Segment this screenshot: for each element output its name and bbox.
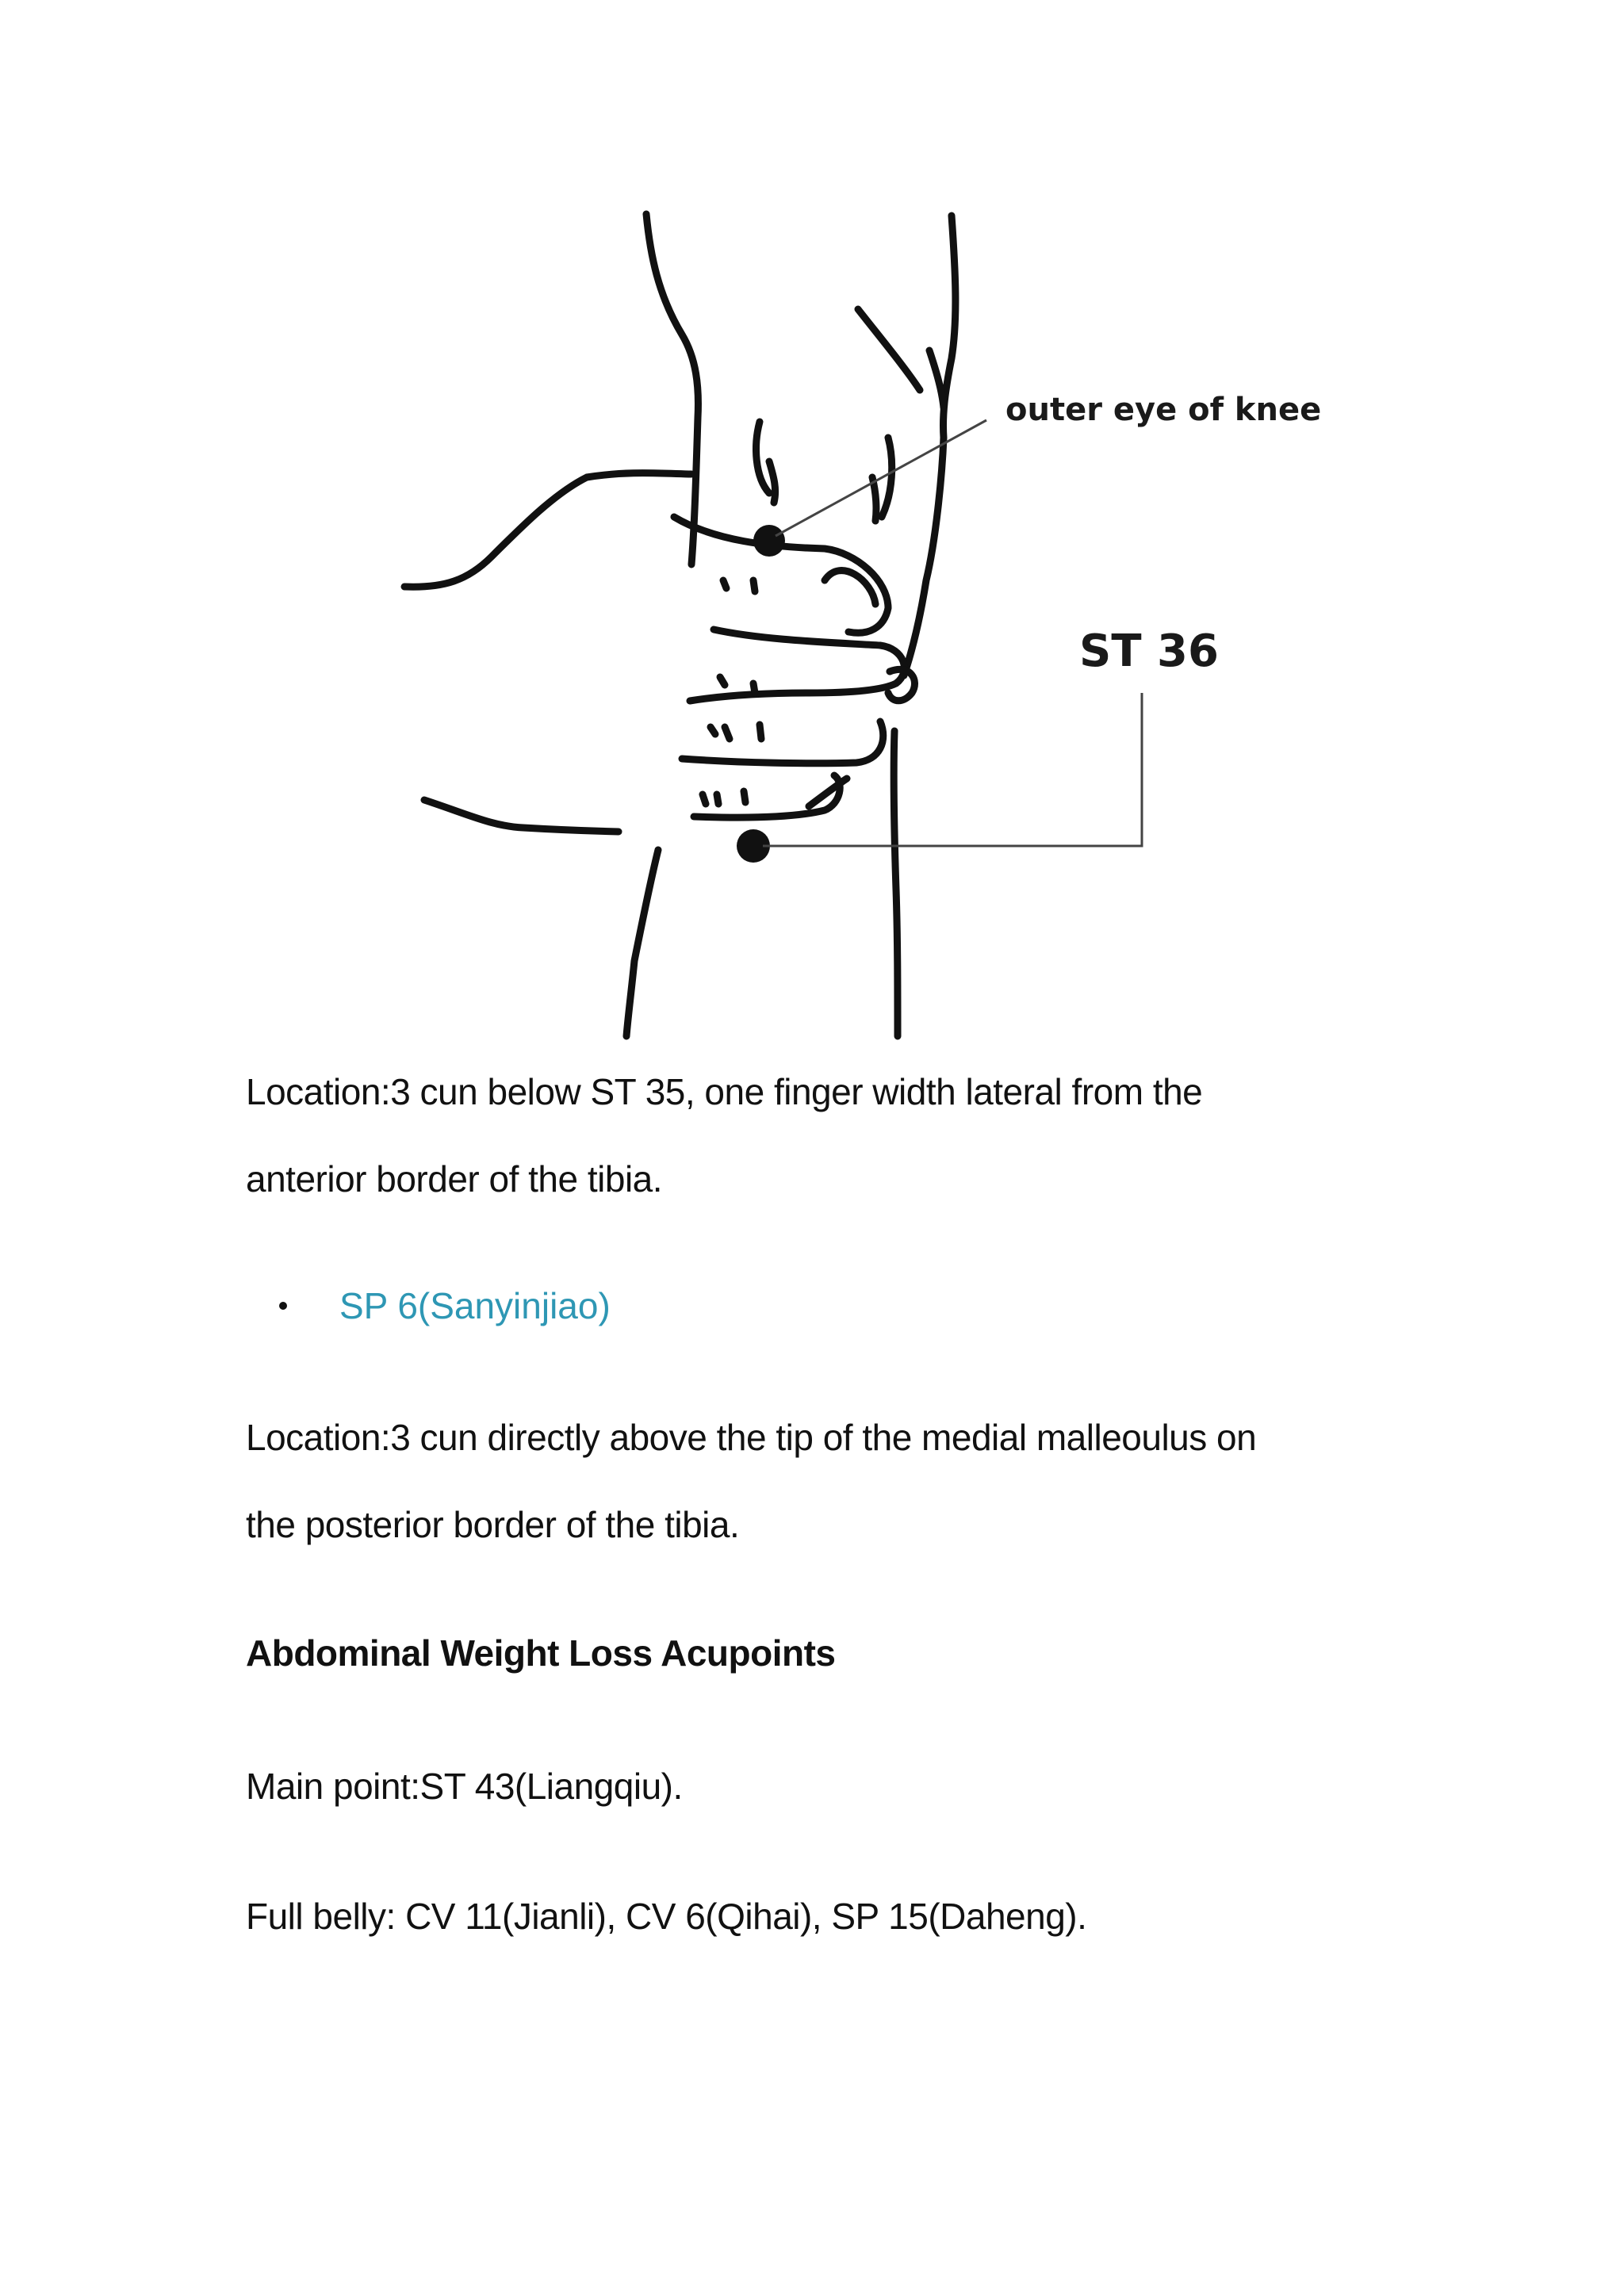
st36-location-line-2: anterior border of the tibia. bbox=[246, 1158, 663, 1200]
label-outer-eye-of-knee: outer eye of knee bbox=[1005, 392, 1322, 428]
shin-right bbox=[894, 731, 898, 1036]
sp6-link[interactable]: SP 6(Sanyinjiao) bbox=[339, 1285, 611, 1326]
knuckle-mark-4 bbox=[753, 683, 755, 693]
sp6-location-line-2: the posterior border of the tibia. bbox=[246, 1504, 740, 1545]
shin-left bbox=[626, 850, 658, 1036]
section-heading-abdominal: Abdominal Weight Loss Acupoints bbox=[246, 1632, 836, 1674]
arm-upper bbox=[404, 473, 691, 587]
st36-location-line-1: Location:3 cun below ST 35, one finger width lateral from the bbox=[246, 1071, 1203, 1112]
sp6-location-line-1: Location:3 cun directly above the tip of the medial malleoulus on bbox=[246, 1417, 1257, 1458]
finger-middle bbox=[690, 629, 904, 701]
thigh-left-contour bbox=[646, 214, 698, 564]
knee-acupoint-illustration bbox=[396, 208, 1348, 1040]
bullet-dot bbox=[279, 1302, 287, 1310]
knuckle-mark-3 bbox=[720, 677, 725, 685]
main-point-text: Main point:ST 43(Liangqiu). bbox=[246, 1766, 683, 1807]
arm-lower bbox=[424, 800, 619, 832]
sp6-location-paragraph bbox=[246, 1394, 1388, 1568]
knuckle-mark-10 bbox=[744, 791, 745, 802]
knuckle-mark-8 bbox=[703, 794, 706, 804]
knuckle-mark-7 bbox=[760, 725, 761, 739]
thigh-right-contour bbox=[904, 216, 956, 675]
full-belly-text: Full belly: CV 11(Jianli), CV 6(Qihai), SP 15(Daheng). bbox=[246, 1896, 1087, 1937]
knuckle-mark-1 bbox=[723, 580, 726, 588]
knuckle-mark-6 bbox=[725, 727, 730, 739]
knee-crease-left bbox=[756, 422, 769, 493]
st36-location-paragraph bbox=[246, 1048, 1388, 1223]
kneecap-right-curve bbox=[858, 309, 920, 390]
label-st36: ST 36 bbox=[1079, 626, 1219, 677]
knuckle-mark-9 bbox=[717, 794, 718, 804]
finger-index-tip bbox=[825, 571, 875, 604]
knuckle-mark-5 bbox=[710, 727, 715, 734]
kneecap-right-notch bbox=[929, 350, 944, 408]
knee-drawing-svg bbox=[396, 208, 1348, 1040]
bullet-item-sp6 bbox=[279, 1278, 611, 1334]
st36-leader-line bbox=[763, 693, 1142, 846]
knuckle-mark-2 bbox=[753, 580, 755, 591]
outer-eye-of-knee-point bbox=[753, 525, 785, 557]
